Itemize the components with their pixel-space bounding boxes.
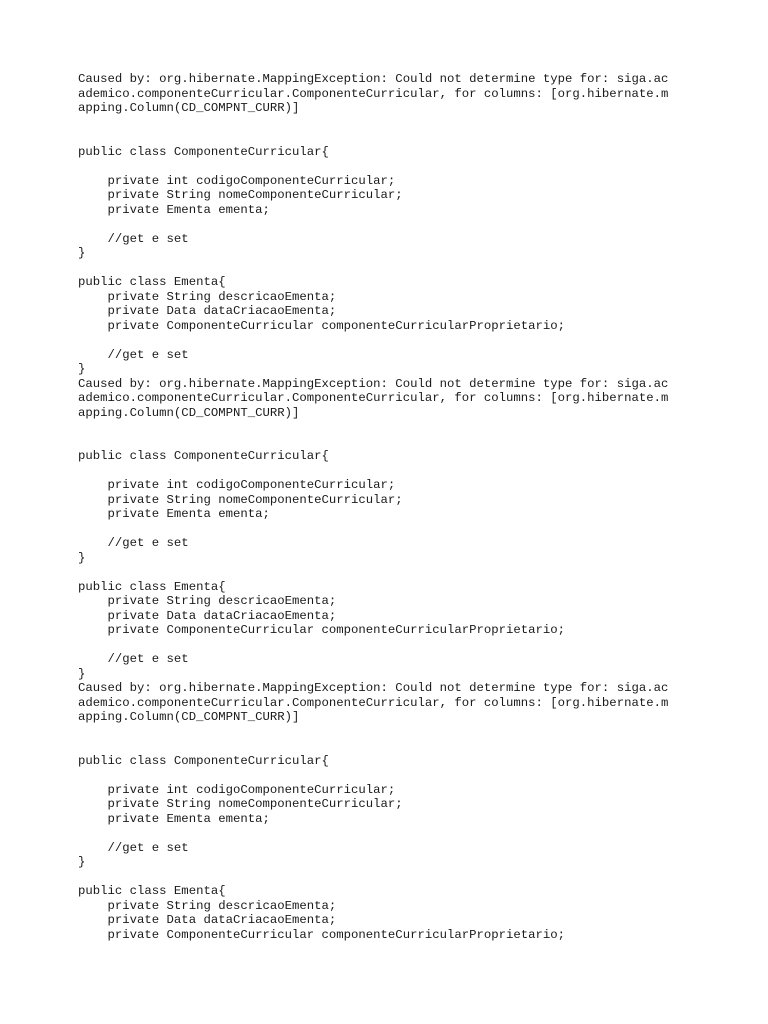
code-line: Caused by: org.hibernate.MappingException: Could not determine type for: siga.ac (78, 681, 669, 695)
code-line: Caused by: org.hibernate.MappingException: Could not determine type for: siga.ac (78, 72, 669, 86)
code-line: private String descricaoEmenta; (78, 289, 337, 304)
code-line: public class ComponenteCurricular{ (78, 144, 329, 159)
code-line: ademico.componenteCurricular.ComponenteCurricular, for columns: [org.hibernate.m (78, 86, 669, 101)
code-line (78, 768, 718, 783)
code-line: private int codigoComponenteCurricular; (78, 478, 396, 492)
code-line (78, 464, 718, 479)
code-line (78, 638, 718, 653)
code-line: private Ementa ementa; (78, 811, 270, 826)
code-line (78, 870, 718, 885)
code-line: ademico.componenteCurricular.ComponenteCurricular, for columns: [org.hibernate.m (78, 695, 669, 710)
code-line: apping.Column(CD_COMPNT_CURR)] (78, 405, 300, 420)
code-line: private int codigoComponenteCurricular; (78, 782, 396, 797)
code-line: private int codigoComponenteCurricular; (78, 173, 396, 188)
code-line: } (78, 246, 86, 260)
code-line: public class Ementa{ (78, 884, 226, 898)
code-line: private Ementa ementa; (78, 202, 270, 217)
code-line: //get e set (78, 840, 189, 855)
code-line (78, 826, 718, 841)
code-line: } (78, 550, 86, 565)
code-line: private Data dataCriacaoEmenta; (78, 913, 337, 927)
code-line (78, 725, 718, 740)
code-text-block (78, 72, 718, 942)
code-line: public class Ementa{ (78, 579, 226, 594)
code-line (78, 420, 718, 435)
code-line (78, 333, 718, 348)
code-line (78, 116, 718, 131)
code-line (78, 217, 718, 232)
code-line (78, 159, 718, 174)
code-line (78, 739, 718, 754)
code-line: private ComponenteCurricular componenteCurricularProprietario; (78, 927, 566, 942)
code-line: //get e set (78, 231, 189, 246)
code-line: public class ComponenteCurricular{ (78, 449, 329, 463)
code-line (78, 565, 718, 580)
code-line: private ComponenteCurricular componenteCurricularProprietario; (78, 623, 566, 637)
code-line: //get e set (78, 536, 189, 550)
code-line: //get e set (78, 347, 189, 362)
code-line: apping.Column(CD_COMPNT_CURR)] (78, 101, 300, 115)
code-line (78, 130, 718, 145)
code-line: } (78, 666, 86, 681)
code-line: private String descricaoEmenta; (78, 594, 337, 608)
code-line: } (78, 855, 86, 869)
code-line: public class Ementa{ (78, 275, 226, 289)
code-line: private String descricaoEmenta; (78, 898, 337, 913)
code-line: private ComponenteCurricular componenteCurricularProprietario; (78, 318, 566, 333)
code-line: //get e set (78, 652, 189, 666)
code-line: Caused by: org.hibernate.MappingException: Could not determine type for: siga.ac (78, 376, 669, 391)
code-line: private Data dataCriacaoEmenta; (78, 304, 337, 318)
code-line: public class ComponenteCurricular{ (78, 753, 329, 768)
code-line: private Ementa ementa; (78, 507, 270, 521)
code-line: private String nomeComponenteCurricular; (78, 492, 403, 507)
code-line: private String nomeComponenteCurricular; (78, 797, 403, 811)
code-line (78, 522, 718, 537)
code-line (78, 435, 718, 450)
code-line: } (78, 362, 86, 376)
code-line: private String nomeComponenteCurricular; (78, 188, 403, 202)
code-line: ademico.componenteCurricular.ComponenteCurricular, for columns: [org.hibernate.m (78, 391, 669, 405)
code-line: private Data dataCriacaoEmenta; (78, 608, 337, 623)
code-line (78, 261, 718, 276)
code-line: apping.Column(CD_COMPNT_CURR)] (78, 710, 300, 724)
